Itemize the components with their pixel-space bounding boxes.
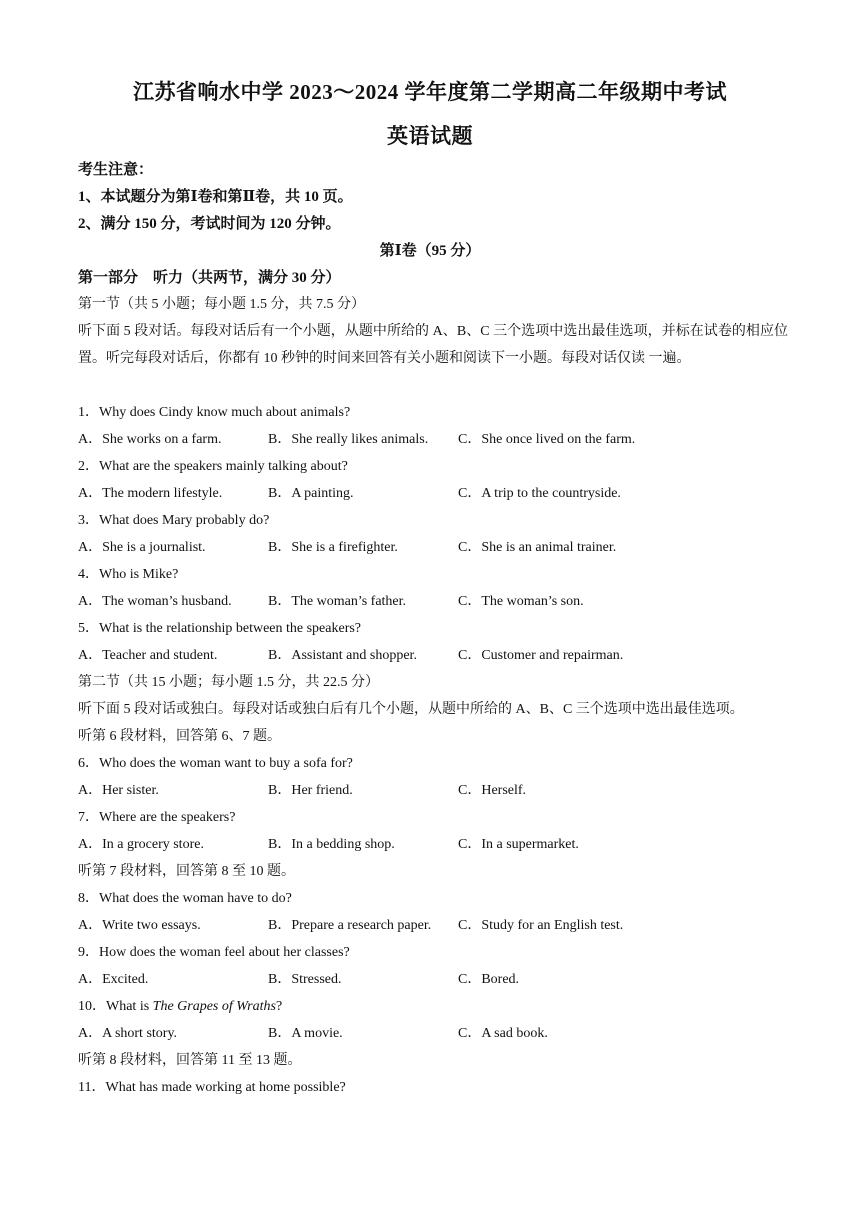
question-1-stem: 1．Why does Cindy know much about animals? xyxy=(78,405,351,420)
question-8-option-c: C．Study for an English test. xyxy=(458,918,624,933)
question-3-stem: 3．What does Mary probably do? xyxy=(78,513,270,528)
question-10-stem xyxy=(78,997,282,1017)
question-10-option-a: A．A short story. xyxy=(78,1026,178,1041)
exam-title: 江苏省响水中学 2023～2024 学年度第二学期高二年级期中考试 xyxy=(133,80,727,104)
question-5-option-c: C．Customer and repairman. xyxy=(458,648,624,663)
question-3-option-c: C．She is an animal trainer. xyxy=(458,540,617,555)
question-5-option-b: B．Assistant and shopper. xyxy=(268,648,417,663)
book-title: The Grapes of Wraths xyxy=(152,999,276,1014)
question-2-option-c: C．A trip to the countryside. xyxy=(458,486,621,501)
question-2-option-a: A．The modern lifestyle. xyxy=(78,486,223,501)
question-2-option-b: B．A painting. xyxy=(268,486,354,501)
section2-instructions: 听下面 5 段对话或独白。每段对话或独白后有几个小题，从题中所给的 A、B、C 三个选项中选出最佳选项。 xyxy=(78,702,744,717)
question-1-option-c: C．She once lived on the farm. xyxy=(458,432,636,447)
section2-title: 第二节（共 15 小题；每小题 1.5 分，共 22.5 分） xyxy=(78,675,379,690)
question-1-option-b: B．She really likes animals. xyxy=(268,432,429,447)
question-10-stem-prefix: 10．What is xyxy=(78,999,153,1014)
question-3-option-a: A．She is a journalist. xyxy=(78,540,206,555)
question-9-stem: 9．How does the woman feel about her classes? xyxy=(78,945,350,960)
question-9-option-b: B．Stressed. xyxy=(268,972,342,987)
question-4-option-c: C．The woman’s son. xyxy=(458,594,584,609)
question-10-option-b: B．A movie. xyxy=(268,1026,343,1041)
question-5-stem: 5．What is the relationship between the speakers? xyxy=(78,621,362,636)
question-9-option-a: A．Excited. xyxy=(78,972,149,987)
notice-item-1: 1、本试题分为第Ⅰ卷和第Ⅱ卷，共 10 页。 xyxy=(78,189,353,205)
question-6-stem: 6．Who does the woman want to buy a sofa for? xyxy=(78,756,353,771)
question-7-stem: 7．Where are the speakers? xyxy=(78,810,236,825)
question-8-option-b: B．Prepare a research paper. xyxy=(268,918,432,933)
exam-subtitle: 英语试题 xyxy=(387,124,473,148)
question-8-option-a: A．Write two essays. xyxy=(78,918,201,933)
question-8-stem: 8．What does the woman have to do? xyxy=(78,891,292,906)
question-6-option-c: C．Herself. xyxy=(458,783,527,798)
question-2-stem: 2．What are the speakers mainly talking about? xyxy=(78,459,348,474)
question-7-option-b: B．In a bedding shop. xyxy=(268,837,395,852)
question-4-stem: 4．Who is Mike? xyxy=(78,567,179,582)
question-10-option-c: C．A sad book. xyxy=(458,1026,548,1041)
question-6-option-a: A．Her sister. xyxy=(78,783,159,798)
question-7-option-a: A．In a grocery store. xyxy=(78,837,204,852)
material-8-note: 听第 8 段材料，回答第 11 至 13 题。 xyxy=(78,1053,302,1068)
question-4-option-a: A．The woman’s husband. xyxy=(78,594,232,609)
question-10-stem-suffix: ? xyxy=(275,999,283,1014)
question-6-option-b: B．Her friend. xyxy=(268,783,353,798)
material-6-note: 听第 6 段材料，回答第 6、7 题。 xyxy=(78,729,281,744)
question-5-option-a: A．Teacher and student. xyxy=(78,648,218,663)
notice-heading: 考生注意： xyxy=(78,162,154,178)
volume-heading: 第Ⅰ卷（95 分） xyxy=(379,243,481,259)
question-9-option-c: C．Bored. xyxy=(458,972,520,987)
section1-title: 第一节（共 5 小题；每小题 1.5 分，共 7.5 分） xyxy=(78,297,365,312)
question-4-option-b: B．The woman’s father. xyxy=(268,594,407,609)
question-1-option-a: A．She works on a farm. xyxy=(78,432,222,447)
question-3-option-b: B．She is a firefighter. xyxy=(268,540,398,555)
notice-item-2: 2、满分 150 分，考试时间为 120 分钟。 xyxy=(78,216,341,232)
part-heading: 第一部分 听力（共两节，满分 30 分） xyxy=(78,270,341,286)
section1-instructions: 听下面 5 段对话。每段对话后有一个小题，从题中所给的 A、B、C 三个选项中选出最佳选项，并标在试卷的相应位置。听完每段对话后，你都有 10 秒钟的时间来回答有关小题和阅读下一小题。每段对话仅读 一遍。 xyxy=(78,324,788,366)
question-7-option-c: C．In a supermarket. xyxy=(458,837,579,852)
question-11-stem: 11．What has made working at home possible? xyxy=(78,1080,346,1095)
material-7-note: 听第 7 段材料，回答第 8 至 10 题。 xyxy=(78,864,295,879)
